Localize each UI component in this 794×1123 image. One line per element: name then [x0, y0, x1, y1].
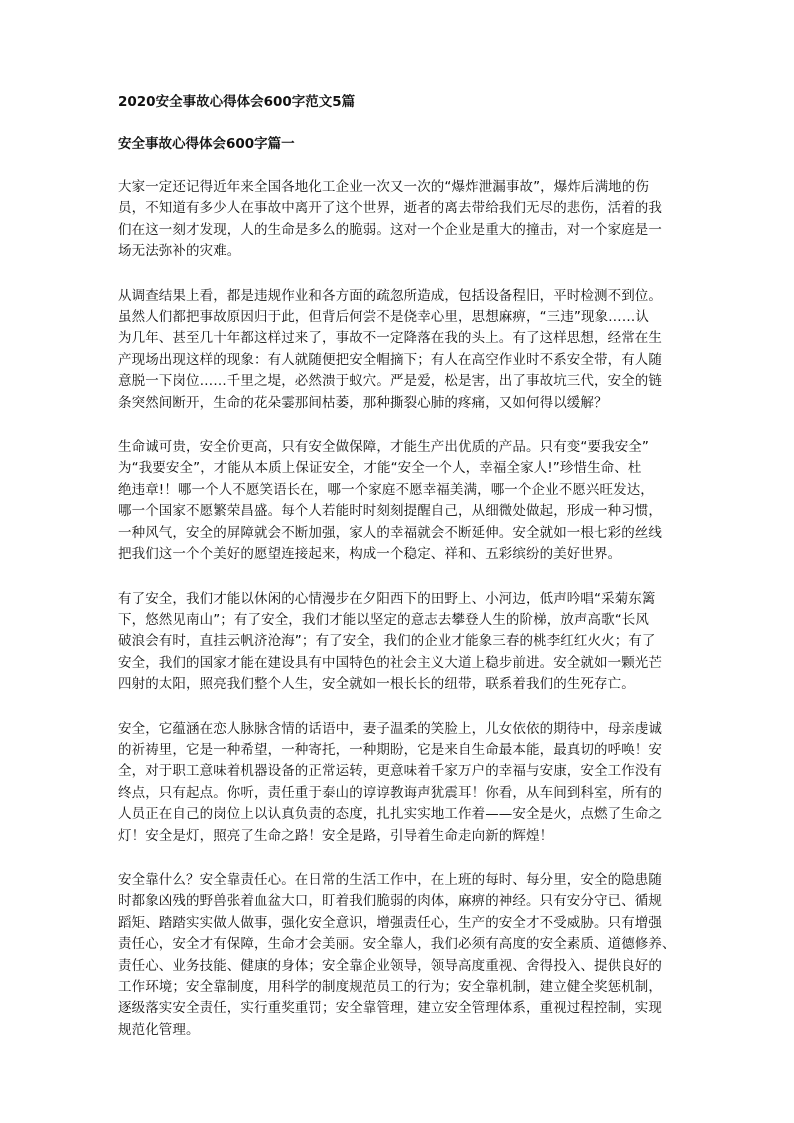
- paragraph-line: 意脱一下岗位……千里之堤，必然溃于蚁穴。严是爱，松是害，出了事故坑三代，安全的链: [118, 373, 662, 390]
- paragraph-line: 有了安全，我们才能以休闲的心情漫步在夕阳西下的田野上、小河边，低声吟唱“采菊东篱: [118, 590, 656, 607]
- paragraph-line: 蹈矩、踏踏实实做人做事，强化安全意识，增强责任心，生产的安全才不受威胁。只有增强: [118, 914, 662, 931]
- paragraph-line: 下，悠然见南山”；有了安全，我们才能以坚定的意志去攀登人生的阶梯，放声高歌“长风: [118, 611, 649, 628]
- paragraph-line: 灯！安全是灯，照亮了生命之路！安全是路，引导着生命走向新的辉煌！: [118, 827, 554, 844]
- paragraph-line: 绝违章!！哪一个人不愿笑语长在，哪一个家庭不愿幸福美满，哪一个企业不愿兴旺发达，: [118, 481, 654, 498]
- document-page: [118, 92, 678, 1064]
- paragraph: [118, 177, 678, 263]
- paragraph-line: 四射的太阳，照亮我们整个人生，安全就如一根长长的纽带，联系着我们的生死存亡。: [118, 676, 635, 693]
- paragraph-line: 工作环境；安全靠制度，用科学的制度规范员工的行为；安全靠机制，建立健全奖惩机制，: [118, 979, 662, 995]
- paragraph-line: 们在这一刻才发现，人的生命是多么的脆弱。这对一个企业是重大的撞击，对一个家庭是一: [118, 221, 662, 238]
- paragraph-line: 安全，它蕴涵在恋人脉脉含情的话语中，妻子温柔的笑脸上，儿女依依的期待中，母亲虔诚: [118, 720, 662, 737]
- paragraph: [118, 589, 678, 696]
- paragraph-line: 生命诚可贵，安全价更高，只有安全做保障，才能生产出优质的产品。只有变“要我安全”: [118, 439, 649, 456]
- paragraph: [118, 286, 678, 414]
- paragraph-line: 把我们这一个个美好的愿望连接起来，构成一个稳定、祥和、五彩缤纷的美好世界。: [118, 546, 622, 563]
- paragraph-line: 条突然间断开，生命的花朵霎那间枯萎，那种撕裂心肺的疼痛，又如何得以缓解？: [118, 394, 608, 411]
- paragraph-line: 安全，我们的国家才能在建设具有中国特色的社会主义大道上稳步前进。安全就如一颗光芒: [118, 654, 662, 671]
- paragraph: [118, 719, 678, 847]
- paragraph-line: 人员正在自己的岗位上以认真负责的态度，扎扎实实地工作着——安全是火，点燃了生命之: [118, 806, 662, 823]
- paragraph-line: 为几年、甚至几十年都这样过来了，事故不一定降落在我的头上。有了这样思想，经常在生: [118, 330, 662, 347]
- paragraph-line: 规范化管理。: [118, 1021, 200, 1038]
- paragraph-line: 时都象凶残的野兽张着血盆大口，盯着我们脆弱的肉体，麻痹的神经。只有安分守已、循规: [118, 893, 662, 910]
- paragraph: [118, 437, 678, 565]
- paragraph-line: 安全靠什么？安全靠责任心。在日常的生活工作中，在上班的每时、每分里，安全的隐患随: [118, 871, 662, 888]
- paragraph-line: 场无法弥补的灾难。: [118, 243, 241, 260]
- paragraph-line: 员，不知道有多少人在事故中离开了这个世界，逝者的离去带给我们无尽的悲伤，活着的我: [118, 200, 662, 217]
- paragraph-line: 哪一个国家不愿繁荣昌盛。每个人若能时时刻刻提醒自己，从细微处做起，形成一种习惯，: [118, 503, 662, 520]
- paragraph-line: 终点，只有起点。你听，责任重于泰山的谆谆教诲声犹震耳！你看，从车间到科室，所有的: [118, 784, 662, 801]
- paragraph-line: 产现场出现这样的现象：有人就随便把安全帽摘下；有人在高空作业时不系安全带，有人随: [118, 351, 662, 368]
- paragraph-line: 的祈祷里，它是一种希望，一种寄托，一种期盼，它是来自生命最本能，最真切的呼唤！安: [118, 741, 662, 758]
- paragraph-line: 大家一定还记得近年来全国各地化工企业一次又一次的“爆炸泄漏事故”，爆炸后满地的伤: [118, 179, 649, 195]
- document-title: 2020安全事故心得体会600字范文5篇: [118, 94, 356, 110]
- paragraph-line: 责任心、业务技能、健康的身体；安全靠企业领导，领导高度重视、舍得投入、提供良好的: [118, 957, 662, 974]
- paragraph-line: 为“我要安全”，才能从本质上保证安全，才能“安全一个人，幸福全家人!”珍惜生命、杜: [118, 460, 642, 477]
- document-body: [118, 177, 678, 1041]
- paragraph-line: 全，对于职工意味着机器设备的正常运转，更意味着千家万户的幸福与安康，安全工作没有: [118, 763, 662, 780]
- paragraph-line: 虽然人们都把事故原因归于此，但背后何尝不是侥幸心里，思想麻痹，“三违”现象……认: [118, 309, 649, 326]
- paragraph-line: 破浪会有时，直挂云帆济沧海”；有了安全，我们的企业才能象三春的桃李红红火火；有了: [118, 633, 656, 650]
- paragraph-line: 责任心，安全才有保障，生命才会美丽。安全靠人，我们必须有高度的安全素质、道德修养、: [118, 936, 676, 953]
- paragraph-line: 逐级落实安全责任，实行重奖重罚；安全靠管理，建立安全管理体系，重视过程控制，实现: [118, 1000, 662, 1017]
- paragraph: [118, 870, 678, 1041]
- section-title: 安全事故心得体会600字篇一: [118, 136, 295, 152]
- paragraph-line: 从调查结果上看，都是违规作业和各方面的疏忽所造成，包括设备程旧，平时检测不到位。: [118, 287, 662, 304]
- paragraph-line: 一种风气，安全的屏障就会不断加强，家人的幸福就会不断延伸。安全就如一根七彩的丝线: [118, 524, 662, 541]
